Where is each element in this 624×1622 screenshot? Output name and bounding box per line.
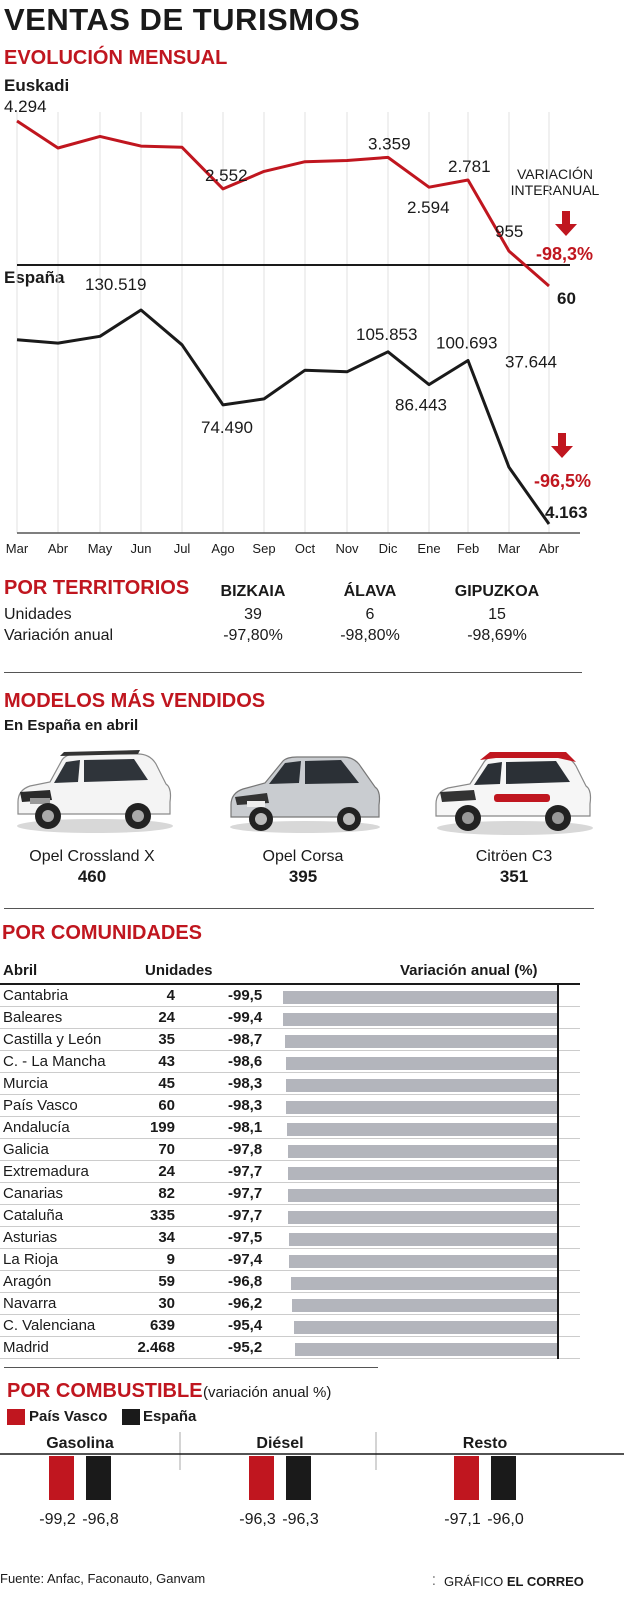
down-arrow-icon	[551, 433, 573, 458]
region-variation: -98,7	[228, 1031, 263, 1048]
territorio-unidades: 39	[244, 606, 262, 623]
territorios-row-variacion: Variación anual	[4, 627, 114, 644]
region-name: Madrid	[3, 1339, 49, 1356]
variation-bar	[283, 1013, 557, 1026]
x-tick-label: May	[87, 541, 113, 556]
espana-variation-pct: -96,5%	[534, 471, 592, 491]
modelos-subheading: En España en abril	[4, 717, 139, 734]
territorio-name: ÁLAVA	[343, 583, 397, 600]
table-row	[0, 1249, 580, 1271]
region-name: Extremadura	[3, 1163, 89, 1180]
region-units: 34	[158, 1229, 175, 1246]
legend-label: España	[143, 1408, 197, 1425]
table-row	[0, 1117, 580, 1139]
region-units: 335	[149, 1207, 175, 1224]
table-row	[0, 1029, 580, 1051]
car-name: Citröen C3	[475, 848, 553, 865]
espana-point-label: 4.163	[545, 503, 588, 522]
monthly-line-chart	[0, 0, 624, 560]
region-name: C. Valenciana	[3, 1317, 96, 1334]
variation-bar	[286, 1101, 557, 1114]
fuel-group-label: Gasolina	[46, 1435, 114, 1452]
fuel-value-label: -96,8	[82, 1511, 119, 1528]
bar-pais-vasco	[454, 1456, 479, 1500]
region-variation: -96,2	[228, 1295, 263, 1312]
region-name: Aragón	[3, 1273, 52, 1290]
table-row	[0, 1095, 580, 1117]
region-variation: -97,7	[228, 1207, 263, 1224]
dots-icon: ⁚	[432, 1574, 436, 1588]
variation-bar	[288, 1189, 557, 1202]
fuel-value-label: -96,3	[239, 1511, 276, 1528]
territorio-unidades: 15	[488, 606, 506, 623]
variation-label-line1: VARIACIÓN	[517, 166, 593, 182]
table-row	[0, 1073, 580, 1095]
table-row	[0, 1161, 580, 1183]
row-separator	[0, 1358, 580, 1359]
region-units: 2.468	[137, 1339, 175, 1356]
region-units: 24	[158, 1163, 175, 1180]
table-row	[0, 1183, 580, 1205]
x-tick-label: Oct	[294, 541, 316, 556]
territorio-name: BIZKAIA	[220, 583, 286, 600]
region-name: Murcia	[3, 1075, 49, 1092]
bar-pais-vasco	[249, 1456, 274, 1500]
legend-swatch-pais-vasco	[7, 1409, 25, 1425]
region-variation: -97,8	[228, 1141, 263, 1158]
variation-bar	[286, 1079, 557, 1092]
variation-bar	[288, 1145, 557, 1158]
car-sales: 460	[77, 867, 107, 886]
divider	[4, 908, 594, 909]
x-tick-label: Mar	[5, 541, 29, 556]
table-row	[0, 1051, 580, 1073]
region-units: 60	[158, 1097, 175, 1114]
table-row	[0, 1271, 580, 1293]
table-row	[0, 985, 580, 1007]
x-tick-label: Ago	[211, 541, 235, 556]
territorio-variacion: -98,69%	[467, 627, 527, 644]
variation-bar	[285, 1035, 557, 1048]
region-units: 43	[158, 1053, 175, 1070]
region-units: 30	[158, 1295, 175, 1312]
region-name: C. - La Mancha	[3, 1053, 106, 1070]
region-variation: -97,7	[228, 1185, 263, 1202]
region-name: Galicia	[3, 1141, 49, 1158]
region-name: Navarra	[3, 1295, 57, 1312]
region-name: Cataluña	[3, 1207, 64, 1224]
region-variation: -99,4	[228, 1009, 263, 1026]
bar-espana	[86, 1456, 111, 1500]
credit	[444, 1574, 584, 1589]
espana-label: España	[4, 268, 65, 287]
region-variation: -96,8	[228, 1273, 263, 1290]
x-tick-label: Nov	[335, 541, 359, 556]
variation-bar	[295, 1343, 557, 1356]
variation-bar	[283, 991, 557, 1004]
col-header-variation: Variación anual (%)	[400, 962, 538, 979]
territorio-variacion: -98,80%	[340, 627, 400, 644]
combustible-subheading: (variación anual %)	[203, 1384, 332, 1401]
region-name: Castilla y León	[3, 1031, 102, 1048]
euskadi-point-label: 2.552	[205, 165, 248, 185]
region-name: Asturias	[3, 1229, 58, 1246]
region-variation: -98,6	[228, 1053, 263, 1070]
table-row	[0, 1139, 580, 1161]
car-name: Opel Crossland X	[29, 848, 155, 865]
bar-espana	[286, 1456, 311, 1500]
espana-point-label: 37.644	[505, 352, 557, 372]
euskadi-point-label: 2.594	[407, 198, 450, 218]
variation-bar	[288, 1167, 557, 1180]
euskadi-label: Euskadi	[4, 76, 70, 95]
fuel-value-label: -99,2	[39, 1511, 76, 1528]
region-units: 70	[158, 1141, 175, 1158]
region-variation: -95,2	[228, 1339, 263, 1356]
region-variation: -98,3	[228, 1075, 263, 1092]
variation-bar	[286, 1057, 557, 1070]
fuel-value-label: -96,0	[487, 1511, 524, 1528]
x-tick-label: Feb	[456, 541, 480, 556]
car-name: Opel Corsa	[262, 848, 344, 865]
variation-bar	[288, 1211, 557, 1224]
monthly-heading: EVOLUCIÓN MENSUAL	[4, 47, 228, 69]
table-row	[0, 1315, 580, 1337]
x-tick-label: Jun	[130, 541, 152, 556]
page-title: VENTAS DE TURISMOS	[4, 2, 361, 37]
fuel-group-label: Resto	[462, 1435, 508, 1452]
car-image-c3	[430, 742, 595, 837]
bar-pais-vasco	[49, 1456, 74, 1500]
variation-bar	[287, 1123, 557, 1136]
credit-prefix: GRÁFICO	[444, 1574, 504, 1589]
col-header-region: Abril	[3, 962, 38, 979]
territorios-heading: POR TERRITORIOS	[4, 577, 190, 599]
x-tick-label: Abr	[47, 541, 69, 556]
region-name: Cantabria	[3, 987, 69, 1004]
region-variation: -97,4	[228, 1251, 263, 1268]
region-units: 24	[158, 1009, 175, 1026]
region-units: 199	[149, 1119, 175, 1136]
x-tick-label: Sep	[252, 541, 276, 556]
region-units: 35	[158, 1031, 175, 1048]
euskadi-variation-pct: -98,3%	[536, 244, 594, 264]
legend-label: País Vasco	[29, 1408, 108, 1425]
region-variation: -95,4	[228, 1317, 263, 1334]
legend-swatch-espana	[122, 1409, 140, 1425]
divider	[4, 672, 582, 673]
fuel-group-label: Diésel	[256, 1435, 304, 1452]
variation-bar	[294, 1321, 557, 1334]
region-variation: -98,1	[228, 1119, 263, 1136]
table-row	[0, 1337, 580, 1359]
table-row	[0, 1205, 580, 1227]
table-row	[0, 1227, 580, 1249]
variation-bar	[289, 1255, 557, 1268]
espana-point-label: 74.490	[201, 417, 253, 437]
x-tick-label: Dic	[378, 541, 398, 556]
region-name: Baleares	[3, 1009, 63, 1026]
table-row	[0, 1293, 580, 1315]
divider	[4, 1367, 378, 1368]
comunidades-heading: POR COMUNIDADES	[2, 922, 203, 944]
x-tick-label: Abr	[538, 541, 560, 556]
source-note: Fuente: Anfac, Faconauto, Ganvam	[0, 1571, 206, 1586]
fuel-value-label: -97,1	[444, 1511, 481, 1528]
territorio-variacion: -97,80%	[223, 627, 283, 644]
espana-point-label: 86.443	[395, 395, 447, 415]
region-units: 9	[166, 1251, 175, 1268]
espana-point-label: 130.519	[85, 275, 147, 294]
bar-espana	[491, 1456, 516, 1500]
region-variation: -99,5	[228, 987, 263, 1004]
variation-bar	[291, 1277, 557, 1290]
car-sales: 395	[288, 867, 318, 886]
credit-brand: EL CORREO	[506, 1574, 584, 1589]
variation-bar	[289, 1233, 557, 1246]
fuel-value-label: -96,3	[282, 1511, 319, 1528]
car-image-crossland	[10, 740, 175, 835]
combustible-bar-chart	[0, 1430, 624, 1540]
comunidades-table	[0, 985, 580, 1361]
espana-point-label: 105.853	[356, 324, 418, 344]
region-units: 82	[158, 1185, 175, 1202]
variation-label-line2: INTERANUAL	[510, 182, 600, 198]
euskadi-point-label: 2.781	[448, 156, 491, 176]
x-tick-label: Ene	[417, 541, 441, 556]
x-tick-label: Mar	[497, 541, 521, 556]
region-name: Canarias	[3, 1185, 64, 1202]
bar-baseline	[557, 983, 559, 1359]
car-sales: 351	[499, 867, 529, 886]
table-row	[0, 1007, 580, 1029]
combustible-heading: POR COMBUSTIBLE	[7, 1380, 203, 1402]
region-name: La Rioja	[3, 1251, 59, 1268]
espana-point-label: 100.693	[436, 333, 498, 353]
region-name: País Vasco	[3, 1097, 78, 1114]
region-units: 4	[166, 987, 175, 1004]
region-units: 59	[158, 1273, 175, 1290]
down-arrow-icon	[555, 211, 577, 236]
euskadi-start-value: 4.294	[4, 97, 47, 116]
euskadi-series-line	[17, 121, 549, 286]
euskadi-point-label: 955	[495, 222, 524, 242]
region-variation: -97,7	[228, 1163, 263, 1180]
region-units: 639	[149, 1317, 175, 1334]
car-image-corsa	[225, 745, 385, 835]
euskadi-point-label: 3.359	[368, 134, 411, 154]
euskadi-point-label: 60	[557, 289, 576, 308]
territorios-row-unidades: Unidades	[4, 606, 72, 623]
col-header-units: Unidades	[145, 962, 213, 979]
region-variation: -97,5	[228, 1229, 263, 1246]
variation-bar	[292, 1299, 557, 1312]
territorio-name: GIPUZKOA	[454, 583, 540, 600]
modelos-heading: MODELOS MÁS VENDIDOS	[4, 690, 266, 712]
x-tick-label: Jul	[173, 541, 191, 556]
region-name: Andalucía	[3, 1119, 70, 1136]
territorio-unidades: 6	[365, 606, 375, 623]
region-variation: -98,3	[228, 1097, 263, 1114]
region-units: 45	[158, 1075, 175, 1092]
